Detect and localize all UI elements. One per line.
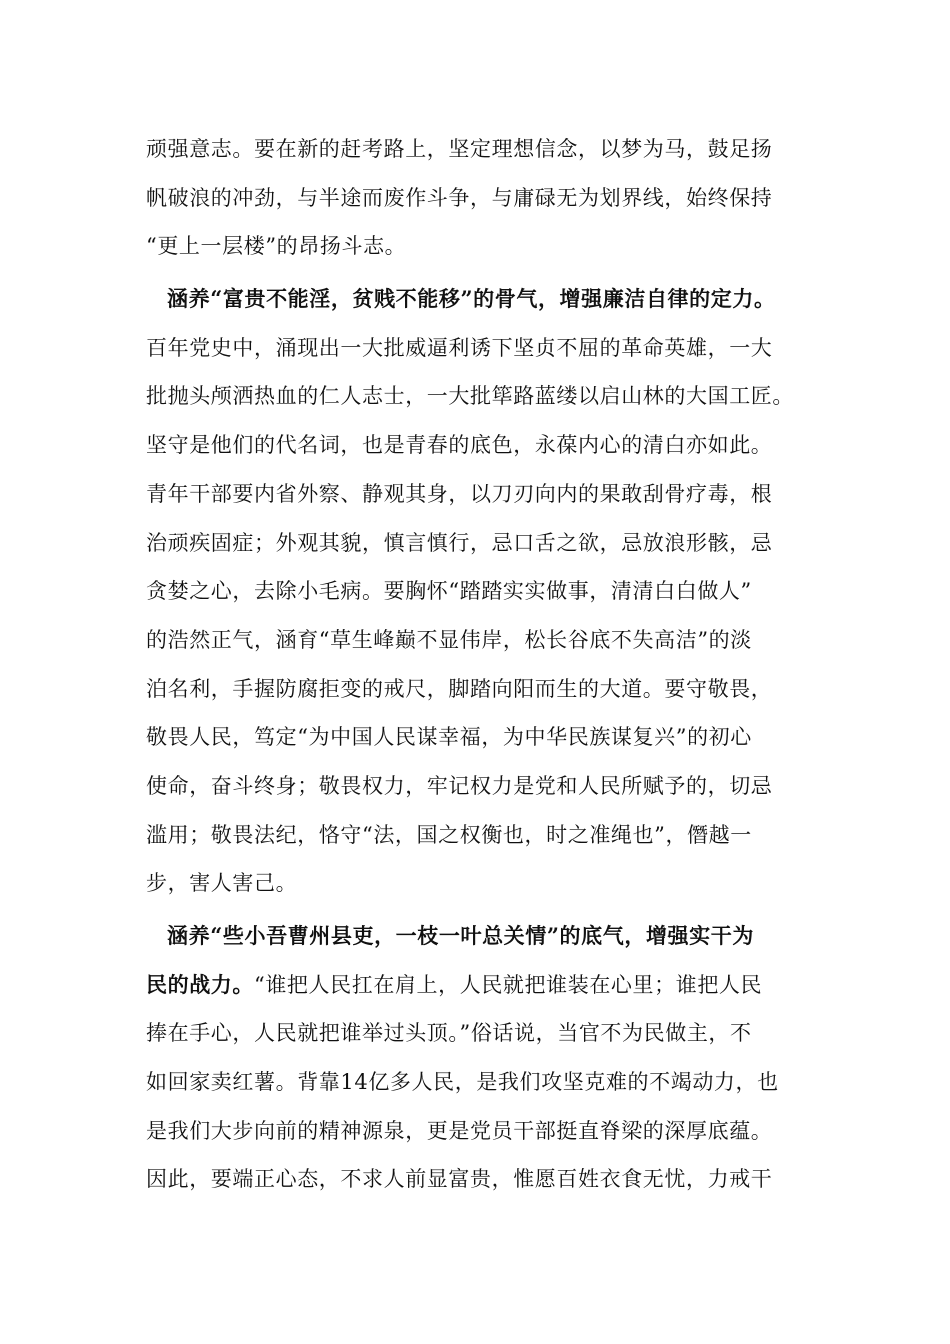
text-line: 敬畏人民，笃定“为中国人民谋幸福，为中华民族谋复兴”的初心 [146, 725, 752, 750]
text-line: 捧在手心，人民就把谁举过头顶。”俗话说，当官不为民做主，不 [146, 1021, 752, 1046]
text-line: 治顽疾固症；外观其貌，慎言慎行，忌口舌之欲，忌放浪形骸，忌 [146, 530, 773, 555]
text-line: 坚守是他们的代名词，也是青春的底色，永葆内心的清白亦如此。 [146, 433, 773, 458]
text-run: “谁把人民扛在肩上，人民就把谁装在心里；谁把人民 [254, 972, 763, 997]
text-line: 是我们大步向前的精神源泉，更是党员干部挺直脊梁的深厚底蕴。 [146, 1118, 773, 1143]
text-line: 贪婪之心，去除小毛病。要胸怀“踏踏实实做事，清清白白做人” [146, 579, 752, 604]
paragraph-heading: 涵养“富贵不能淫，贫贱不能移”的骨气，增强廉洁自律的定力。 [167, 286, 776, 312]
paragraph-1 [146, 125, 806, 271]
text-line: 因此，要端正心态，不求人前显富贵，惟愿百姓衣食无忧，力戒干 [146, 1167, 773, 1192]
text-line: 的浩然正气，涵育“草生峰巅不显伟岸，松长谷底不失高洁”的淡 [146, 627, 752, 652]
paragraph-heading: 涵养“些小吾曹州县吏，一枝一叶总关情”的底气，增强实干为 [167, 923, 754, 948]
text-line: 如回家卖红薯。背靠14亿多人民，是我们攻坚克难的不竭动力，也 [146, 1070, 779, 1095]
text-line: 帆破浪的冲劲，与半途而废作斗争，与庸碌无为划界线，始终保持 [146, 185, 773, 210]
paragraph-heading-continued: 民的战力。 [146, 971, 254, 997]
text-line: 使命，奋斗终身；敬畏权力，牢记权力是党和人民所赋予的，切忌 [146, 773, 773, 798]
text-line: 泊名利，手握防腐拒变的戒尺，脚踏向阳而生的大道。要守敬畏， [146, 676, 773, 701]
text-line: 青年干部要内省外察、静观其身，以刀刃向内的果敢刮骨疗毒，根 [146, 481, 773, 506]
text-line [146, 961, 806, 1010]
document-body [146, 125, 806, 1204]
text-line: 顽强意志。要在新的赶考路上，坚定理想信念，以梦为马，鼓足扬 [146, 137, 773, 161]
paragraph-3 [146, 912, 806, 1204]
text-line: 滥用；敬畏法纪，恪守“法，国之权衡也，时之准绳也”，僭越一 [146, 822, 752, 847]
text-line: 批抛头颅洒热血的仁人志士，一大批筚路蓝缕以启山林的大国工匠。 [146, 384, 794, 409]
paragraph-2 [146, 275, 806, 908]
text-line: “更上一层楼”的昂扬斗志。 [146, 234, 407, 259]
text-line: 百年党史中，涌现出一大批威逼利诱下坚贞不屈的革命英雄，一大 [146, 335, 773, 360]
text-line: 步，害人害己。 [146, 871, 298, 896]
